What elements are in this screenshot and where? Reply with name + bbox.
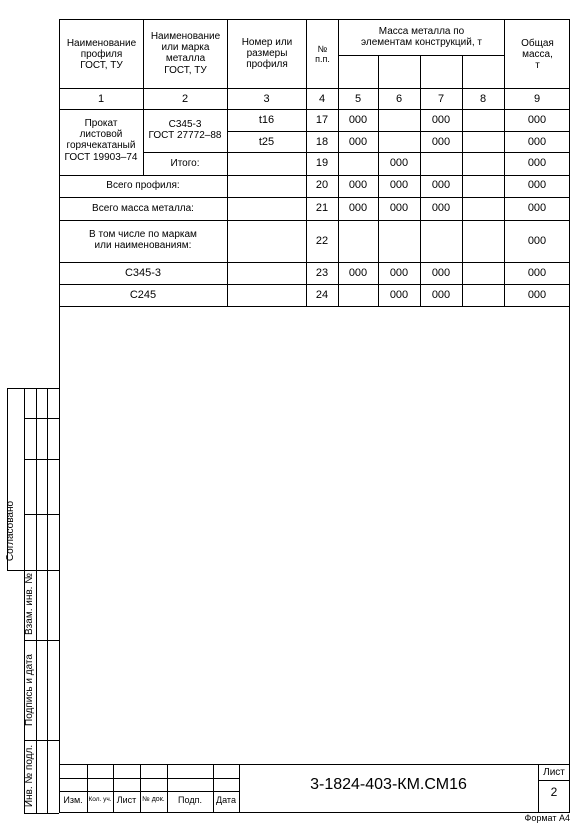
table-row-num: 23 (315, 267, 329, 279)
table-row-num: 17 (315, 114, 329, 126)
table-cell-total: 000 (527, 179, 547, 191)
stamp-header-sign: Подп. (178, 795, 202, 805)
table-row-label: Итого: (170, 158, 200, 169)
table-cell-total: 000 (527, 157, 547, 169)
stamp-header-qty: Кол. уч. (88, 796, 112, 803)
table-row-label: Всего профиля: (106, 180, 180, 191)
agreed-label: Согласовано (5, 500, 16, 562)
table-cell: 000 (389, 267, 409, 279)
table-row-label: В том числе по маркам или наименованиям: (89, 229, 197, 252)
sheet-number: 2 (550, 785, 558, 799)
table-cell: 000 (431, 289, 451, 301)
col-number: 4 (318, 93, 326, 105)
table-row-num: 18 (315, 136, 329, 148)
table-cell: 000 (389, 157, 409, 169)
table-cell: 000 (431, 179, 451, 191)
table-cell-total: 000 (527, 136, 547, 148)
col-number: 9 (533, 93, 541, 105)
orig-inv-label: Инв. № подл. (24, 744, 35, 808)
table-cell: 000 (389, 202, 409, 214)
stamp-header-date: Дата (216, 795, 236, 805)
table-cell: 000 (389, 179, 409, 191)
table-cell-total: 000 (527, 114, 547, 126)
header-profile: Наименование профиля ГОСТ, ТУ (66, 38, 137, 72)
table-row-num: 24 (315, 289, 329, 301)
table-cell: 000 (348, 179, 368, 191)
header-total: Общая масса, т (521, 38, 554, 72)
table-cell: 000 (348, 202, 368, 214)
table-row-label: Всего масса металла: (92, 203, 194, 214)
table-cell-total: 000 (527, 289, 547, 301)
header-grade: Наименование или марка металла ГОСТ, ТУ (150, 31, 221, 76)
table-row-num: 20 (315, 179, 329, 191)
stamp-header-sheet: Лист (116, 795, 137, 805)
profile-group-cell: Прокат листовой горячекатаный ГОСТ 19903–74 (64, 118, 138, 163)
format-label: Формат А4 (524, 813, 570, 823)
col-number: 5 (354, 93, 362, 105)
header-num: № п.п. (315, 44, 330, 65)
grade-group-cell: С345-3 ГОСТ 27772–88 (148, 119, 222, 142)
table-row-num: 19 (315, 157, 329, 169)
stamp-header-doc: № док. (142, 796, 165, 803)
table-cell: 000 (431, 202, 451, 214)
replaced-inv-label: Взам. инв. № (24, 573, 35, 635)
table-cell: 000 (348, 136, 368, 148)
table-cell: 000 (431, 267, 451, 279)
col-number: 2 (181, 93, 189, 105)
table-cell: 000 (431, 114, 451, 126)
table-cell-total: 000 (527, 202, 547, 214)
stamp-header-change: Изм. (63, 795, 83, 805)
table-row-label: С245 (129, 289, 157, 301)
col-number: 1 (97, 93, 105, 105)
table-cell: 000 (348, 114, 368, 126)
table-row-num: 21 (315, 202, 329, 214)
col-number: 8 (479, 93, 487, 105)
table-row-label: С345-3 (124, 267, 162, 279)
header-size: Номер или размеры профиля (241, 37, 293, 71)
sheet-label: Лист (543, 767, 565, 778)
col-number: 3 (263, 93, 270, 105)
table-cell-total: 000 (527, 235, 547, 247)
table-row-size: t16 (258, 114, 275, 126)
table-cell: 000 (389, 289, 409, 301)
sign-date-label: Подпись и дата (24, 654, 35, 726)
document-code: 3-1824-403-КМ.СМ16 (310, 776, 467, 793)
table-row-num: 22 (315, 235, 329, 247)
table-row-size: t25 (258, 136, 275, 148)
header-mass-group: Масса металла по элементам конструкций, т (361, 26, 482, 49)
table-cell: 000 (348, 267, 368, 279)
table-cell-total: 000 (527, 267, 547, 279)
col-number: 7 (437, 93, 445, 105)
col-number: 6 (395, 93, 403, 105)
table-cell: 000 (431, 136, 451, 148)
